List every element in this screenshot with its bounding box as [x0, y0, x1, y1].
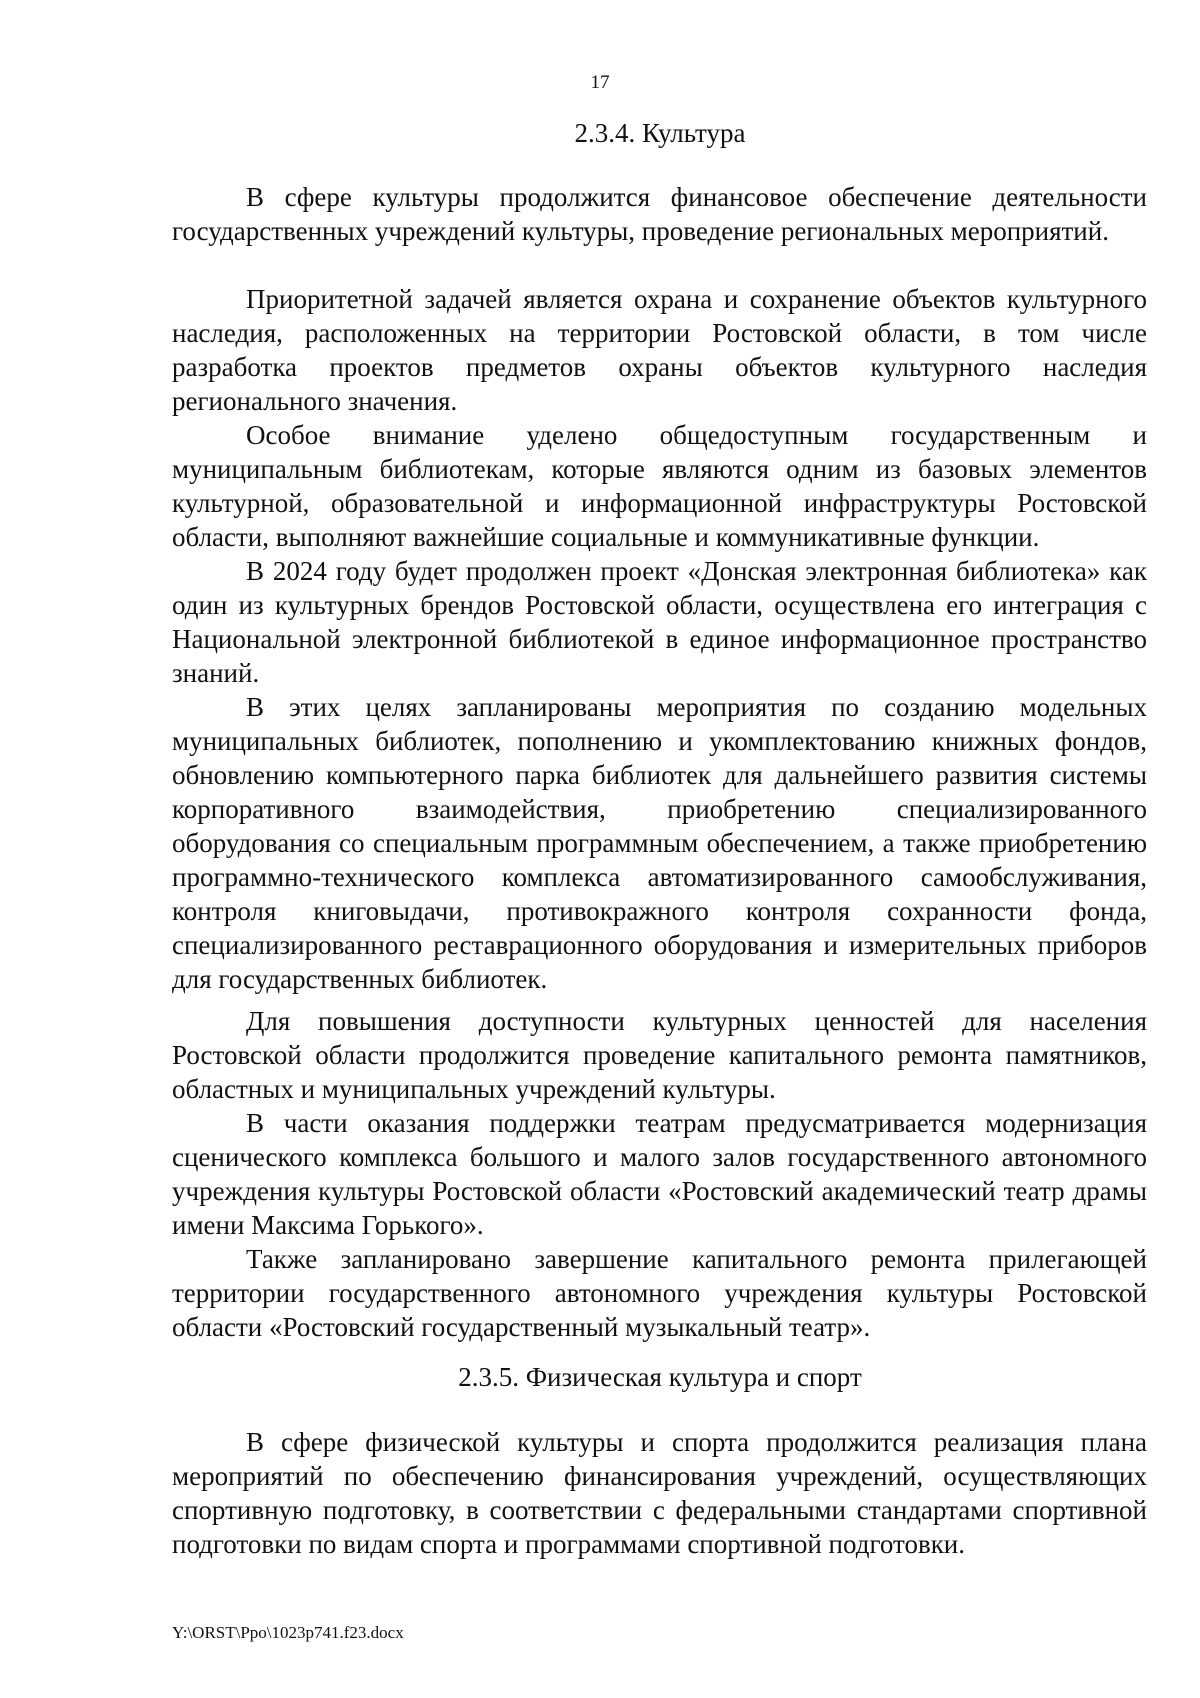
section-heading-sport: 2.3.5. Физическая культура и спорт [458, 1362, 862, 1392]
paragraph: В 2024 году будет продолжен проект «Донская электронная библиотека» как один из культурных брендов Ростовской области, осуществлена его интеграция с Национальной электронной библиотекой в единое информационное пространство знаний. [172, 556, 1147, 688]
paragraph: В этих целях запланированы мероприятия по созданию модельных муниципальных библиотек, пополнению и укомплектованию книжных фондов, обновлению компьютерного парка библиотек для дальнейшего развития системы корпоративного взаимодействия, приобретению специализированного оборудования со специальным программным обеспечением, а также приобретению программно-технического комплекса автоматизированного самообслуживания, контроля книговыдачи, противокражного контроля сохранности фонда, специализированного реставрационного оборудования и измерительных приборов для государственных библиотек. [172, 692, 1147, 994]
section-heading-culture: 2.3.4. Культура [574, 118, 746, 148]
paragraph: В сфере физической культуры и спорта продолжится реализация плана мероприятий по обеспечению финансирования учреждений, осуществляющих спортивную подготовку, в соответствии с федеральными стандартами спортивной подготовки по видам спорта и программами спортивной подготовки. [172, 1427, 1147, 1559]
footer-file-path: Y:\ORST\Ppo\1023p741.f23.docx [172, 1623, 404, 1642]
paragraph: В части оказания поддержки театрам предусматривается модернизация сценического комплекса большого и малого залов государственного автономного учреждения культуры Ростовской области «Ростовский академический театр драмы имени Максима Горького». [172, 1108, 1147, 1240]
paragraph: Приоритетной задачей является охрана и сохранение объектов культурного наследия, расположенных на территории Ростовской области, в том числе разработка проектов предметов охраны объектов культурного наследия регионального значения. [172, 284, 1147, 416]
paragraph: Для повышения доступности культурных ценностей для населения Ростовской области продолжится проведение капитального ремонта памятников, областных и муниципальных учреждений культуры. [172, 1006, 1147, 1104]
paragraph: В сфере культуры продолжится финансовое обеспечение деятельности государственных учреждений культуры, проведение региональных мероприятий. [172, 182, 1147, 246]
paragraph: Особое внимание уделено общедоступным государственным и муниципальным библиотекам, которые являются одним из базовых элементов культурной, образовательной и информационной инфраструктуры Ростовской области, выполняют важнейшие социальные и коммуникативные функции. [172, 420, 1147, 552]
page-number: 17 [590, 72, 610, 93]
paragraph: Также запланировано завершение капитального ремонта прилегающей территории государственного автономного учреждения культуры Ростовской области «Ростовский государственный музыкальный театр». [172, 1244, 1147, 1342]
